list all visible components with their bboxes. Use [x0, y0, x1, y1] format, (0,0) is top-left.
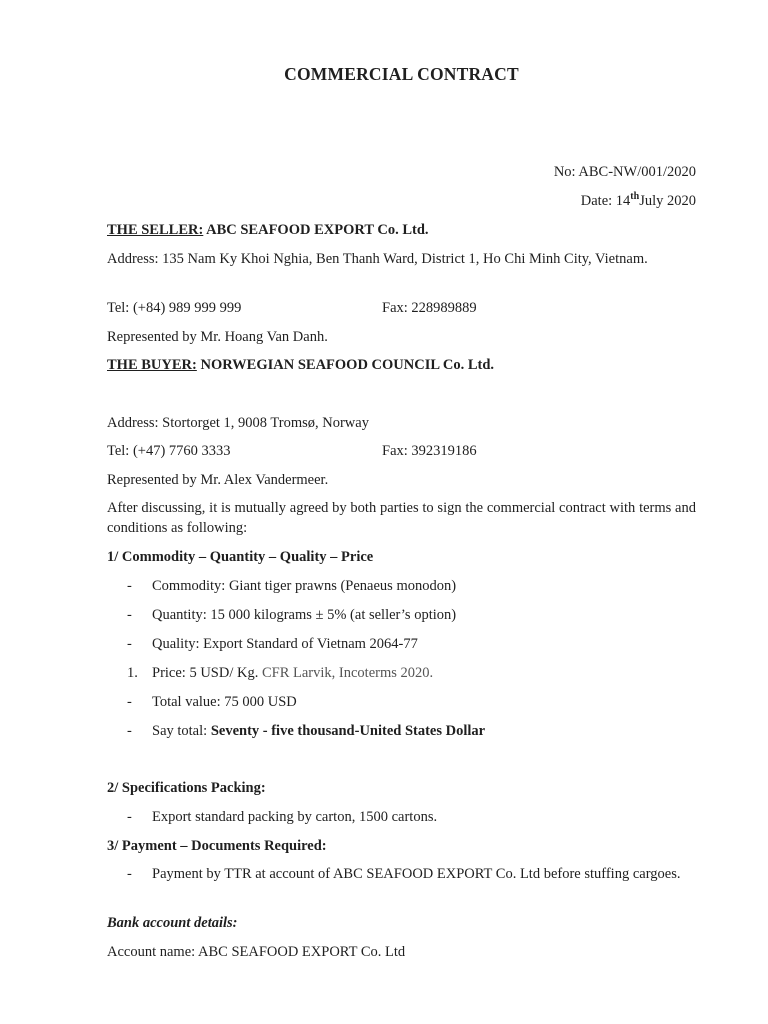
- buyer-name: NORWEGIAN SEAFOOD COUNCIL Co. Ltd.: [196, 357, 495, 373]
- section-1-heading: 1/ Commodity – Quantity – Quality – Price: [107, 549, 374, 565]
- seller-fax: Fax: 228989889: [382, 300, 477, 316]
- list-dash: -: [127, 636, 132, 652]
- price-text: Price: 5 USD/ Kg.: [152, 665, 262, 681]
- page-title: COMMERCIAL CONTRACT: [284, 64, 519, 84]
- list-dash: -: [127, 809, 132, 825]
- contract-page: [107, 0, 696, 1024]
- say-total-item: [152, 721, 485, 741]
- price-item: [152, 663, 433, 683]
- date-ordinal: th: [630, 191, 640, 202]
- contract-number: No: ABC-NW/001/2020: [553, 164, 696, 180]
- buyer-represented: Represented by Mr. Alex Vandermeer.: [107, 472, 329, 488]
- buyer-fax: Fax: 392319186: [382, 443, 477, 459]
- date-suffix: July 2020: [639, 193, 696, 209]
- buyer-line: [107, 355, 494, 375]
- buyer-tel: Tel: (+47) 7760 3333: [107, 443, 231, 459]
- payment-item: Payment by TTR at account of ABC SEAFOOD EXPORT Co. Ltd before stuffing cargoes.: [152, 866, 681, 882]
- account-name: Account name: ABC SEAFOOD EXPORT Co. Ltd: [107, 944, 406, 960]
- seller-line: [107, 220, 429, 240]
- seller-address: Address: 135 Nam Ky Khoi Nghia, Ben Thanh Ward, District 1, Ho Chi Minh City, Vietnam.: [107, 251, 648, 267]
- section-2-heading: 2/ Specifications Packing:: [107, 780, 266, 796]
- buyer-address: Address: Stortorget 1, 9008 Tromsø, Norway: [107, 415, 369, 431]
- list-dash: -: [127, 607, 132, 623]
- say-total-label: Say total:: [152, 723, 211, 739]
- intro-paragraph: After discussing, it is mutually agreed by both parties to sign the commercial contract with terms and conditions as following:: [107, 500, 696, 536]
- seller-heading: THE SELLER:: [107, 222, 204, 238]
- date-prefix: Date: 14: [580, 193, 631, 209]
- buyer-heading: THE BUYER:: [107, 357, 197, 373]
- bank-details-heading: Bank account details:: [107, 915, 238, 931]
- commodity-item: Commodity: Giant tiger prawns (Penaeus monodon): [152, 578, 457, 594]
- price-number: 1.: [127, 665, 138, 681]
- seller-name: ABC SEAFOOD EXPORT Co. Ltd.: [203, 222, 429, 238]
- list-dash: -: [127, 694, 132, 710]
- list-dash: -: [127, 578, 132, 594]
- section-3-heading: 3/ Payment – Documents Required:: [107, 838, 327, 854]
- say-total-value: Seventy - five thousand-United States Dollar: [210, 723, 486, 739]
- list-dash: -: [127, 723, 132, 739]
- seller-represented: Represented by Mr. Hoang Van Danh.: [107, 329, 328, 345]
- quantity-item: Quantity: 15 000 kilograms ± 5% (at seller’s option): [152, 607, 457, 623]
- quality-item: Quality: Export Standard of Vietnam 2064-77: [152, 636, 418, 652]
- list-dash: -: [127, 866, 132, 882]
- seller-tel: Tel: (+84) 989 999 999: [107, 300, 242, 316]
- contract-date: [581, 191, 696, 211]
- price-terms: CFR Larvik, Incoterms 2020.: [261, 665, 434, 681]
- packing-item: Export standard packing by carton, 1500 cartons.: [152, 809, 438, 825]
- total-value-item: Total value: 75 000 USD: [152, 694, 297, 710]
